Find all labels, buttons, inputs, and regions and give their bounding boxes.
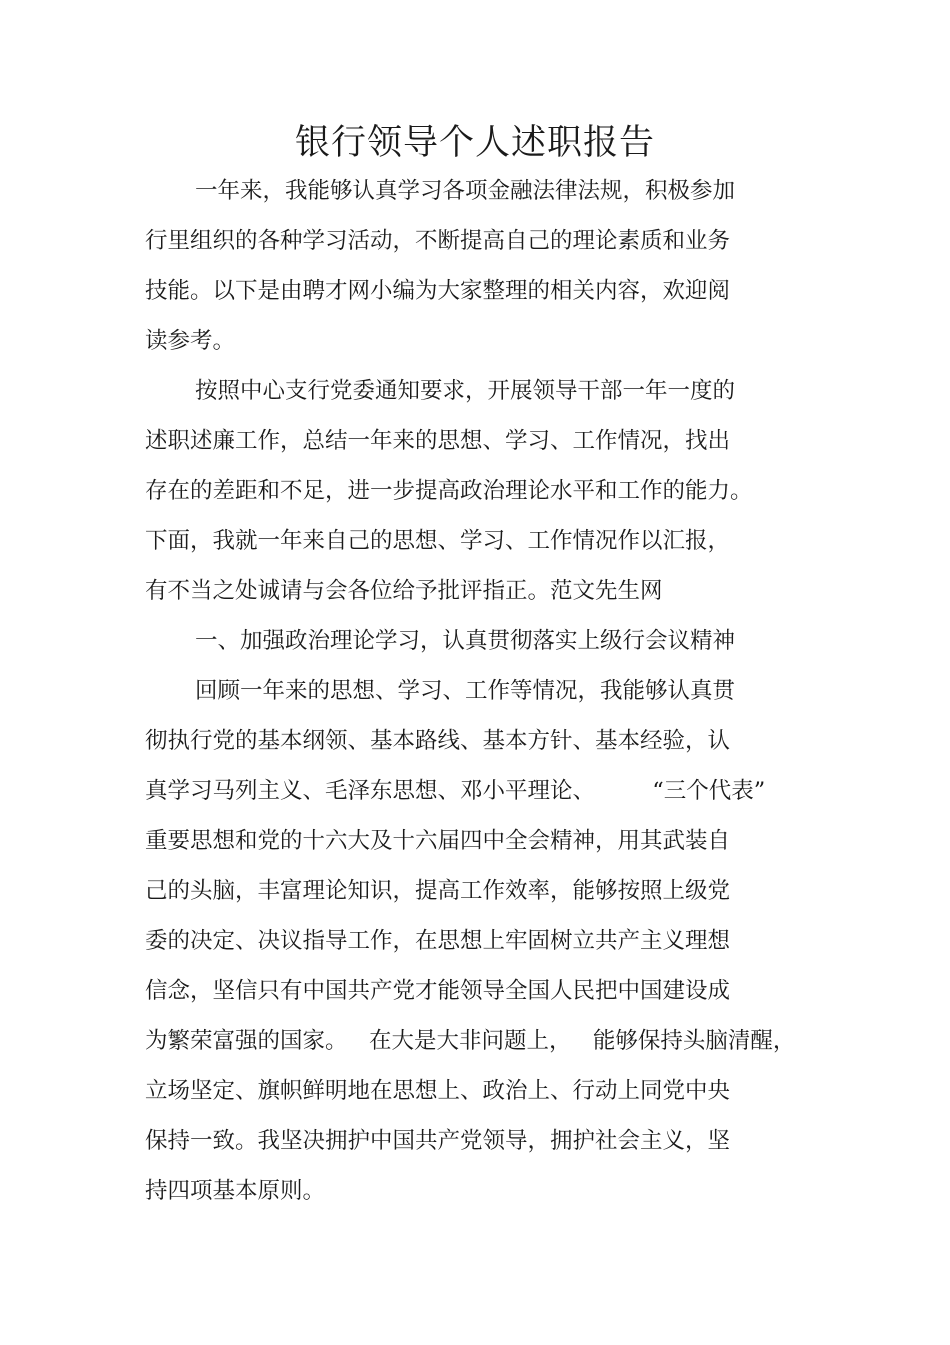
paragraph-line: 行里组织的各种学习活动，不断提高自己的理论素质和业务 [145, 228, 731, 254]
paragraph-line: 保持一致。我坚决拥护中国共产党领导，拥护社会主义，坚 [145, 1128, 731, 1154]
paragraph-line: 按照中心支行党委通知要求，开展领导干部一年一度的 [195, 378, 736, 404]
paragraph-line: 一年来，我能够认真学习各项金融法律法规，积极参加 [195, 178, 736, 204]
paragraph-line: 有不当之处诚请与会各位给予批评指正。范文先生网 [145, 578, 663, 604]
paragraph-line: 重要思想和党的十六大及十六届四中全会精神，用其武装自 [145, 828, 731, 854]
paragraph-line: 己的头脑，丰富理论知识，提高工作效率，能够按照上级党 [145, 878, 731, 904]
paragraph-line: 读参考。 [145, 328, 236, 354]
paragraph-line: 技能。以下是由聘才网小编为大家整理的相关内容，欢迎阅 [145, 278, 731, 304]
paragraph-line: 彻执行党的基本纲领、基本路线、基本方针、基本经验，认 [145, 728, 731, 754]
document-title: 银行领导个人述职报告 [294, 123, 655, 163]
paragraph-line: 述职述廉工作，总结一年来的思想、学习、工作情况，找出 [145, 428, 731, 454]
section-heading: 一、加强政治理论学习，认真贯彻落实上级行会议精神 [195, 628, 736, 654]
paragraph-line: 信念，坚信只有中国共产党才能领导全国人民把中国建设成 [145, 978, 731, 1004]
paragraph-line: 下面，我就一年来自己的思想、学习、工作情况作以汇报， [145, 528, 731, 554]
paragraph-line: 回顾一年来的思想、学习、工作等情况，我能够认真贯 [195, 678, 736, 704]
paragraph-line: 持四项基本原则。 [145, 1178, 326, 1204]
paragraph-line: 真学习马列主义、毛泽东思想、邓小平理论、 “三个代表” [145, 778, 766, 804]
paragraph-line: 立场坚定、旗帜鲜明地在思想上、政治上、行动上同党中央 [145, 1078, 731, 1104]
paragraph-line: 为繁荣富强的国家。 在大是大非问题上， 能够保持头脑清醒， [145, 1028, 796, 1054]
paragraph-line: 委的决定、决议指导工作，在思想上牢固树立共产主义理想 [145, 928, 731, 954]
paragraph-line: 存在的差距和不足，进一步提高政治理论水平和工作的能力。 [145, 478, 753, 504]
